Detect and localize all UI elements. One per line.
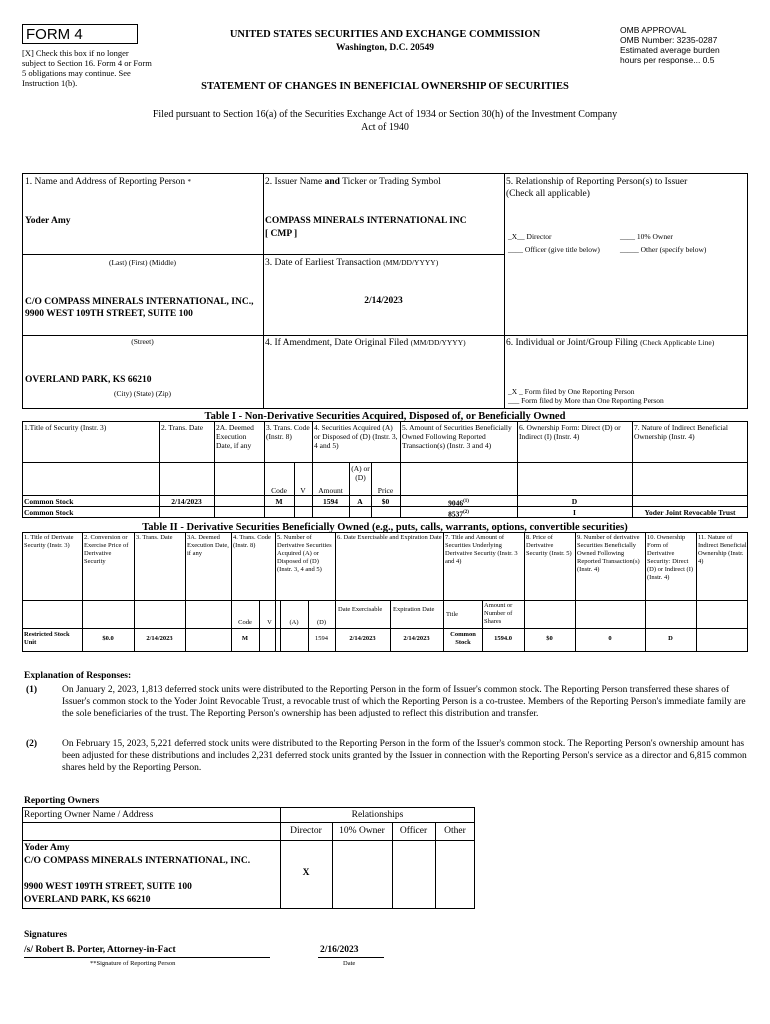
t1-r1-aord: A bbox=[357, 497, 363, 506]
earliest-date: 2/14/2023 bbox=[364, 296, 403, 306]
t2-h-deemed: 3A. Deemed Execution Date, if any bbox=[187, 534, 229, 557]
t2-sub-d: (D) bbox=[316, 619, 327, 626]
omb-burden-1: Estimated average burden bbox=[620, 45, 720, 55]
relationship-officer[interactable]: ____ Officer (give title below) bbox=[508, 245, 600, 254]
t1-r1-code: M bbox=[275, 497, 283, 506]
signature-date: 2/16/2023 bbox=[320, 945, 359, 955]
owners-heading: Reporting Owners bbox=[24, 796, 100, 806]
earliest-label-text: 3. Date of Earliest Transaction bbox=[265, 258, 381, 268]
t1-h-nature: 7. Nature of Indirect Beneficial Ownership (Instr. 4) bbox=[634, 423, 728, 441]
t2-h-underlying: 7. Title and Amount of Securities Underlying Derivative Security (Instr. 3 and 4) bbox=[445, 534, 518, 565]
t1-sub-amount: Amount bbox=[318, 486, 343, 495]
t2-h-conversion: 2. Conversion or Exercise Price of Derivative Security bbox=[84, 534, 129, 565]
t1-r2-owned bbox=[400, 508, 517, 519]
reporting-person-label-mark: * bbox=[187, 178, 192, 186]
filing-more[interactable]: ___ Form filed by More than One Reporting Person bbox=[508, 396, 664, 405]
t2-sub-a: (A) bbox=[289, 619, 299, 626]
note-2-number: (2) bbox=[26, 739, 38, 749]
t2-r-dprice: $0 bbox=[546, 635, 553, 642]
issuer-name: COMPASS MINERALS INTERNATIONAL INC bbox=[265, 216, 467, 226]
reporting-person-label bbox=[25, 176, 191, 188]
t1-h-deemed: 2A. Deemed Execution Date, if any bbox=[216, 423, 254, 450]
t2-h-number: 5. Number of Derivative Securities Acquired (A) or Disposed of (D) (Instr. 3, 4 and 5) bbox=[277, 534, 332, 573]
t1-sub-price: Price bbox=[377, 486, 394, 495]
t1-r1-price: $0 bbox=[381, 497, 390, 506]
owner-addr1: C/O COMPASS MINERALS INTERNATIONAL, INC. bbox=[24, 856, 251, 866]
t1-sub-aord: (A) or (D) bbox=[351, 464, 370, 482]
t2-sub-code: Code bbox=[238, 619, 252, 626]
t1-h-form: 6. Ownership Form: Direct (D) or Indirect (I) (Instr. 4) bbox=[519, 423, 621, 441]
date-caption: Date bbox=[343, 960, 356, 967]
t2-sub-exp: Expiration Date bbox=[393, 606, 435, 613]
t2-r-date: 2/14/2023 bbox=[146, 635, 173, 642]
note-1-text: On January 2, 2023, 1,813 deferred stock units were distributed to the Reporting Person in the form of Issuer's common stock. The Reporting Person transferred these shares of Issuer's common stock to the Yoder Joint Revocable Trust, a revocable trust of which the Reporting Person is a co-trustee. Members of the Reporting Person's immediate family are the sole beneficiaries of the trust. The Reporting Person's ownership has been adjusted to reflect this distribution and transfer. bbox=[62, 685, 746, 719]
omb-number: OMB Number: 3235-0287 bbox=[620, 35, 718, 45]
t2-r-owned: 0 bbox=[608, 635, 612, 642]
table-row: Common Stock bbox=[24, 508, 74, 517]
t1-r2-owned-value: 8537 bbox=[448, 509, 464, 519]
t1-h-acquired: 4. Securities Acquired (A) or Disposed of (D) (Instr. 3, 4 and 5) bbox=[314, 423, 398, 450]
checkbox-note: [X] Check this box if no longer subject to Section 16. Form 4 or Form 5 obligations may continue. See Instruction 1(b). bbox=[22, 48, 152, 88]
t2-sub-title: Title bbox=[446, 611, 459, 618]
t2-r-title: Common Stock bbox=[450, 631, 476, 646]
t2-r-exp: 2/14/2023 bbox=[403, 635, 430, 642]
relationship-director[interactable]: _X__ Director bbox=[508, 232, 552, 241]
issuer-label-and: and bbox=[324, 177, 340, 187]
t1-sub-v: V bbox=[300, 486, 306, 495]
relationship-other[interactable]: _____ Other (specify below) bbox=[620, 245, 707, 254]
t1-sub-code: Code bbox=[271, 486, 287, 495]
explanation-heading: Explanation of Responses: bbox=[24, 671, 132, 681]
signature-caption: **Signature of Reporting Person bbox=[90, 960, 176, 967]
table-row: Common Stock bbox=[24, 497, 74, 506]
t1-h-title: 1.Title of Security (Instr. 3) bbox=[24, 423, 107, 432]
relationship-label-text: 5. Relationship of Reporting Person(s) to Issuer bbox=[506, 177, 688, 187]
amendment-label bbox=[265, 337, 466, 349]
t2-sub-exer: Date Exercisable bbox=[338, 606, 383, 613]
issuer-label bbox=[265, 176, 441, 188]
t1-r1-amount: 1594 bbox=[323, 497, 338, 506]
t1-r1-owned bbox=[400, 497, 517, 508]
owners-other: Other bbox=[444, 826, 466, 836]
owner-addr2: 9900 WEST 109TH STREET, SUITE 100 bbox=[24, 882, 192, 892]
issuer-label-a: 2. Issuer Name bbox=[265, 177, 325, 187]
reporting-person-name: Yoder Amy bbox=[25, 216, 71, 226]
table-row: Restricted Stock Unit bbox=[24, 631, 70, 646]
street-caption: (Street) bbox=[131, 337, 154, 346]
owners-relationships: Relationships bbox=[351, 810, 404, 820]
note-1-number: (1) bbox=[26, 685, 38, 695]
name-caption: (Last) (First) (Middle) bbox=[108, 258, 177, 267]
filing-label-text: 6. Individual or Joint/Group Filing bbox=[506, 338, 638, 348]
table1-title: Table I - Non-Derivative Securities Acquired, Disposed of, or Beneficially Owned bbox=[204, 411, 566, 422]
t2-h-code: 4. Trans. Code (Instr. 8) bbox=[233, 534, 271, 549]
issuer-label-b: Ticker or Trading Symbol bbox=[339, 177, 441, 187]
t2-r-amount: 1594.0 bbox=[494, 635, 512, 642]
owners-col-name: Reporting Owner Name / Address bbox=[24, 810, 154, 820]
t1-r1-owned-note[interactable]: (1) bbox=[463, 499, 469, 504]
filing-one[interactable]: _X _ Form filed by One Reporting Person bbox=[508, 387, 635, 396]
statement-title: STATEMENT OF CHANGES IN BENEFICIAL OWNERSHIP OF SECURITIES bbox=[201, 81, 569, 92]
t1-r1-date: 2/14/2023 bbox=[171, 497, 202, 506]
filing-label bbox=[506, 337, 746, 349]
owners-director: Director bbox=[290, 826, 322, 836]
t2-h-security: 1. Title of Derivate Security (Instr. 3) bbox=[24, 534, 74, 549]
t1-r1-owned-value: 9046 bbox=[448, 498, 464, 508]
relationship-10-owner[interactable]: ____ 10% Owner bbox=[620, 232, 673, 241]
t2-h-nature: 11. Nature of Indirect Beneficial Ownership (Instr. 4) bbox=[698, 534, 747, 565]
date-line bbox=[318, 957, 384, 958]
t2-sub-amount: Amount or Number of Shares bbox=[484, 602, 513, 625]
t1-h-owned: 5. Amount of Securities Beneficially Owned Following Reported Transaction(s) (Instr. 3 and 4) bbox=[402, 423, 512, 450]
amendment-label-format: (MM/DD/YYYY) bbox=[410, 338, 466, 347]
filed-pursuant: Filed pursuant to Section 16(a) of the Securities Exchange Act of 1934 or Section 30(h) of the Investment Company Act of 1940 bbox=[152, 109, 618, 133]
t2-r-price: $0.0 bbox=[102, 635, 114, 642]
signature-line bbox=[24, 957, 270, 958]
earliest-label bbox=[265, 257, 438, 269]
agency-location: Washington, D.C. 20549 bbox=[336, 43, 434, 53]
t2-h-exercisable: 6. Date Exercisable and Expiration Date bbox=[337, 534, 442, 541]
t1-h-date: 2. Trans. Date bbox=[161, 423, 204, 432]
table2-title: Table II - Derivative Securities Beneficially Owned (e.g., puts, calls, warrants, options, convertible securities) bbox=[142, 522, 628, 533]
t2-sub-v: V bbox=[267, 619, 272, 626]
issuer-ticker: [ CMP ] bbox=[265, 229, 298, 239]
reporting-person-label-text: 1. Name and Address of Reporting Person bbox=[25, 177, 186, 187]
amendment-label-text: 4. If Amendment, Date Original Filed bbox=[265, 338, 409, 348]
relationship-sublabel: (Check all applicable) bbox=[506, 189, 590, 199]
t2-h-price: 8. Price of Derivative Security (Instr. 5) bbox=[526, 534, 572, 557]
form-title: FORM 4 bbox=[26, 26, 83, 43]
note-2-text: On February 15, 2023, 5,221 deferred stock units were distributed to the Reporting Person in the form of the Issuer's common stock. The Reporting Person's ownership amount has been adjusted for these distributions and includes 2,231 deferred stock units granted by the Issuer in connection with the Reporting Person's service as a director and 6,815 common shares held by the Reporting Person. bbox=[62, 739, 747, 773]
t2-r-exer: 2/14/2023 bbox=[349, 635, 376, 642]
t2-h-date: 3. Trans. Date bbox=[136, 534, 173, 541]
omb-box bbox=[620, 25, 760, 65]
t2-h-owned: 9. Number of derivative Securities Beneficially Owned Following Reported Transaction(s) (Instr. 4) bbox=[577, 534, 640, 573]
omb-burden-2: hours per response... 0.5 bbox=[620, 55, 715, 65]
earliest-label-format: (MM/DD/YYYY) bbox=[383, 258, 439, 267]
t1-h-code: 3. Trans. Code (Instr. 8) bbox=[266, 423, 310, 441]
t1-r2-owned-note[interactable]: (2) bbox=[463, 510, 469, 515]
filing-sublabel: (Check Applicable Line) bbox=[640, 338, 715, 347]
t1-r1-form: D bbox=[571, 497, 578, 506]
form-title-box bbox=[22, 24, 138, 44]
owner-name: Yoder Amy bbox=[24, 843, 70, 853]
relationship-label bbox=[506, 176, 746, 200]
owners-officer: Officer bbox=[399, 826, 428, 836]
signature-name: /s/ Robert B. Porter, Attorney-in-Fact bbox=[24, 945, 176, 955]
owner-addr3: OVERLAND PARK, KS 66210 bbox=[24, 895, 151, 905]
t2-r-code: M bbox=[241, 635, 249, 642]
t1-r2-nature: Yoder Joint Revocable Trust bbox=[644, 508, 736, 517]
t2-r-d: 1594 bbox=[315, 635, 328, 642]
owner-director-mark: X bbox=[302, 868, 310, 878]
t2-r-form: D bbox=[668, 635, 673, 642]
city-caption: (City) (State) (Zip) bbox=[113, 389, 172, 398]
signatures-heading: Signatures bbox=[24, 930, 68, 940]
reporting-person-street: C/O COMPASS MINERALS INTERNATIONAL, INC., 9900 WEST 109TH STREET, SUITE 100 bbox=[25, 297, 254, 319]
t2-h-form: 10. Ownership Form of Derivative Security: Direct (D) or Indirect (I) (Instr. 4) bbox=[647, 534, 694, 581]
omb-approval: OMB APPROVAL bbox=[620, 25, 687, 35]
reporting-person-city: OVERLAND PARK, KS 66210 bbox=[25, 375, 152, 385]
agency-name: UNITED STATES SECURITIES AND EXCHANGE COMMISSION bbox=[229, 29, 541, 40]
t1-r2-form: I bbox=[573, 508, 576, 517]
owners-10-owner: 10% Owner bbox=[339, 826, 385, 836]
